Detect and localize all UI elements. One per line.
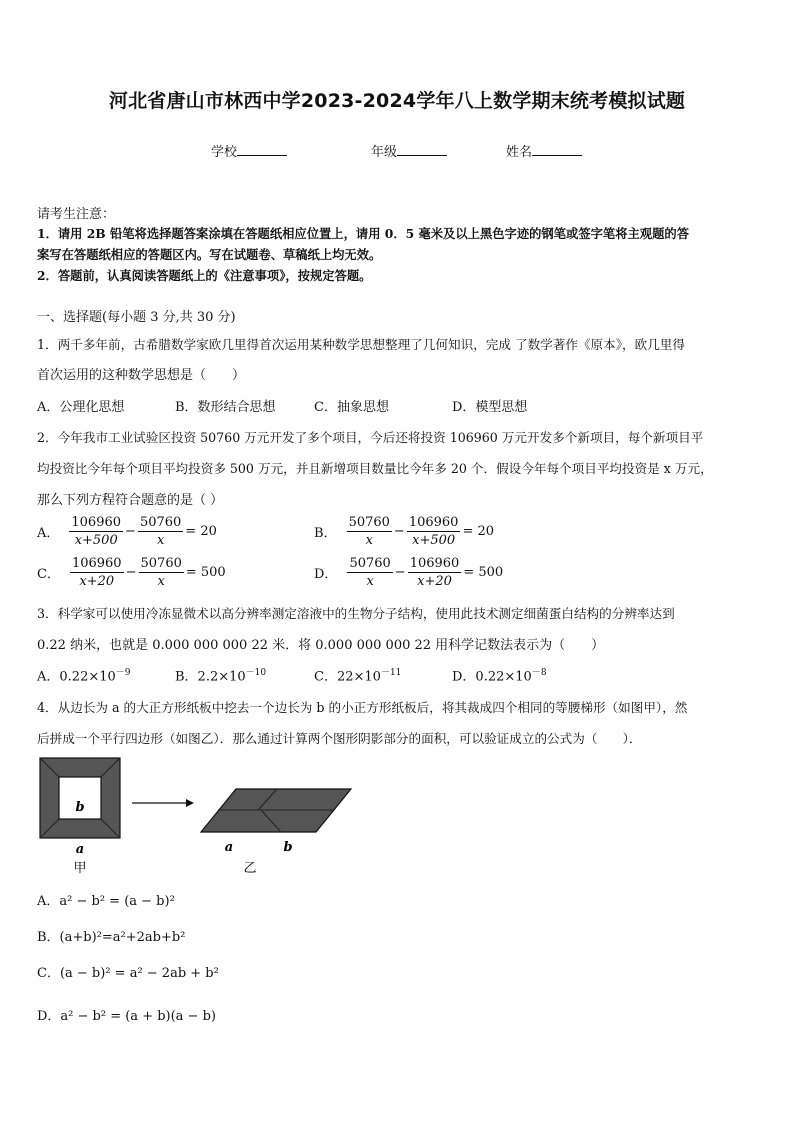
- q3-option-d[interactable]: [452, 665, 547, 684]
- name-label: 姓名: [506, 145, 533, 160]
- q3-line-2: 0.22 纳米，也就是 0.000 000 000 22 米．将 0.000 000 000 22 用科学记数法表示为（ ）: [37, 638, 605, 653]
- q2-d-den-1: x: [366, 574, 374, 589]
- q2-line-2: 均投资比今年每个项目平均投资多 500 万元，并且新增项目数量比今年多 20 个．假设今年每个项目平均投资是 x 万元，: [37, 461, 713, 476]
- q2-b-den-2: x+500: [412, 533, 456, 548]
- q3-option-b[interactable]: [175, 665, 266, 684]
- q2-d-rhs: = 500: [463, 565, 504, 580]
- grade-label: 年级: [371, 145, 398, 160]
- q3-option-a-base: A．0.22×10: [37, 669, 116, 685]
- q1-line-2: 首次运用的这种数学思想是（ ）: [37, 368, 246, 383]
- q3-option-b-base: B．2.2×10: [175, 669, 246, 685]
- section-heading: 一、选择题(每小题 3 分,共 30 分): [37, 310, 236, 325]
- q4-figure: [36, 755, 366, 880]
- q2-b-den-1: x: [365, 533, 373, 548]
- figure-yi-a-label: a: [224, 840, 234, 855]
- q2-c-frac-2: [139, 555, 184, 590]
- school-field: [211, 141, 287, 160]
- figure-jia-a-label: a: [75, 842, 85, 857]
- name-field: [506, 141, 582, 160]
- q2-c-den-1: x+20: [79, 574, 115, 589]
- school-blank[interactable]: [237, 143, 287, 156]
- q2-d-den-2: x+20: [417, 574, 452, 589]
- q4-option-c[interactable]: C．(a − b)² = a² − 2ab + b²: [37, 966, 219, 981]
- q3-option-a[interactable]: [37, 665, 131, 684]
- q2-b-op: −: [393, 524, 405, 539]
- figure-yi-caption: 乙: [243, 861, 257, 876]
- q2-c-den-2: x: [157, 574, 165, 589]
- q2-a-den-1: x+500: [74, 533, 118, 548]
- q4-line-2: 后拼成一个平行四边形（如图乙）．那么通过计算两个图形阴影部分的面积，可以验证成立的公式为（ ）．: [37, 731, 642, 746]
- grade-field: [371, 141, 447, 160]
- q2-d-num-1: 50760: [349, 556, 391, 571]
- grade-blank[interactable]: [397, 143, 447, 156]
- q2-a-frac-1: [69, 514, 123, 549]
- q2-option-a-label: A．: [37, 526, 60, 541]
- q3-option-c-base: C．22×10: [314, 669, 381, 685]
- notice-heading: 请考生注意：: [37, 207, 116, 222]
- notice-line-1a: 1．请用 2B 铅笔将选择题答案涂填在答题纸相应位置上，请用 0．5 毫米及以上黑色字迹的钢笔或签字笔将主观题的答: [37, 226, 689, 241]
- page-title: 河北省唐山市林西中学2023-2024学年八上数学期末统考模拟试题: [108, 90, 686, 112]
- q3-option-a-exp: －9: [115, 668, 131, 678]
- q2-a-frac-2: [138, 514, 183, 549]
- q2-c-num-2: 50760: [140, 556, 182, 571]
- q2-c-num-1: 106960: [71, 556, 122, 571]
- q4-option-a[interactable]: A．a² − b² = (a − b)²: [37, 894, 175, 909]
- q2-c-frac-1: [70, 555, 124, 590]
- q2-option-d[interactable]: [314, 555, 505, 590]
- figure-jia-caption: 甲: [73, 861, 87, 876]
- q2-d-num-2: 106960: [409, 556, 460, 571]
- q2-b-frac-1: [347, 514, 392, 549]
- q2-option-b[interactable]: [314, 514, 496, 549]
- q4-line-1: 4．从边长为 a 的大正方形纸板中挖去一个边长为 b 的小正方形纸板后，将其裁成四个相同的等腰梯形（如图甲），然: [37, 700, 688, 715]
- q2-d-op: −: [394, 565, 406, 580]
- q4-option-d[interactable]: D．a² − b² = (a + b)(a − b): [37, 1009, 216, 1024]
- q2-d-frac-2: [408, 555, 462, 590]
- name-blank[interactable]: [532, 143, 582, 156]
- q2-line-3: 那么下列方程符合题意的是（ ）: [37, 493, 224, 508]
- q3-option-d-exp: －8: [531, 668, 547, 678]
- q2-option-d-label: D．: [314, 567, 338, 582]
- notice-line-1b: 案写在答题纸相应的答题区内。写在试题卷、草稿纸上均无效。: [37, 247, 382, 262]
- q1-option-a[interactable]: A．公理化思想: [37, 400, 125, 415]
- q3-option-d-base: D．0.22×10: [452, 669, 532, 685]
- school-label: 学校: [211, 145, 238, 160]
- q3-option-c-exp: －11: [380, 668, 402, 678]
- q2-a-rhs: = 20: [185, 524, 217, 539]
- q3-option-c[interactable]: [314, 665, 401, 684]
- q3-line-1: 3．科学家可以使用冷冻显微术以高分辨率测定溶液中的生物分子结构，使用此技术测定细菌蛋白结构的分辨率达到: [37, 606, 675, 621]
- q2-a-den-2: x: [156, 533, 165, 548]
- q2-b-frac-2: [407, 514, 461, 549]
- q2-a-num-1: 106960: [71, 515, 122, 530]
- q2-d-frac-1: [347, 555, 392, 590]
- q2-line-1: 2．今年我市工业试验区投资 50760 万元开发了多个项目，今后还将投资 106960 万元开发多个新项目，每个新项目平: [37, 430, 704, 445]
- q1-option-c[interactable]: C．抽象思想: [314, 400, 389, 415]
- figure-yi-b-label: b: [283, 840, 293, 855]
- q1-line-1: 1．两千多年前，古希腊数学家欧几里得首次运用某种数学思想整理了几何知识，完成 了数学著作《原本》，欧几里得: [37, 337, 685, 352]
- q2-a-num-2: 50760: [139, 515, 182, 530]
- arrow-icon: [132, 799, 194, 807]
- q2-c-rhs: = 500: [185, 565, 226, 580]
- q2-option-a[interactable]: [37, 514, 219, 549]
- q2-option-c-label: C．: [37, 567, 60, 582]
- q2-b-num-1: 50760: [348, 515, 390, 530]
- q2-b-num-2: 106960: [408, 515, 459, 530]
- figure-yi-parallelogram: [201, 789, 351, 832]
- q1-option-b[interactable]: B．数形结合思想: [175, 400, 276, 415]
- q2-option-c[interactable]: [37, 555, 228, 590]
- q2-a-op: −: [125, 524, 136, 539]
- q3-option-b-exp: －10: [245, 668, 267, 678]
- q1-option-d[interactable]: D．模型思想: [452, 400, 528, 415]
- q2-c-op: −: [125, 565, 137, 580]
- figure-jia-square: [40, 758, 120, 838]
- figure-jia-b-label: b: [75, 800, 85, 815]
- q2-option-b-label: B．: [314, 526, 337, 541]
- notice-line-2: 2．答题前，认真阅读答题纸上的《注意事项》，按规定答题。: [37, 268, 372, 283]
- q4-option-b[interactable]: B．(a+b)²=a²+2ab+b²: [37, 930, 186, 945]
- q2-b-rhs: = 20: [462, 524, 495, 539]
